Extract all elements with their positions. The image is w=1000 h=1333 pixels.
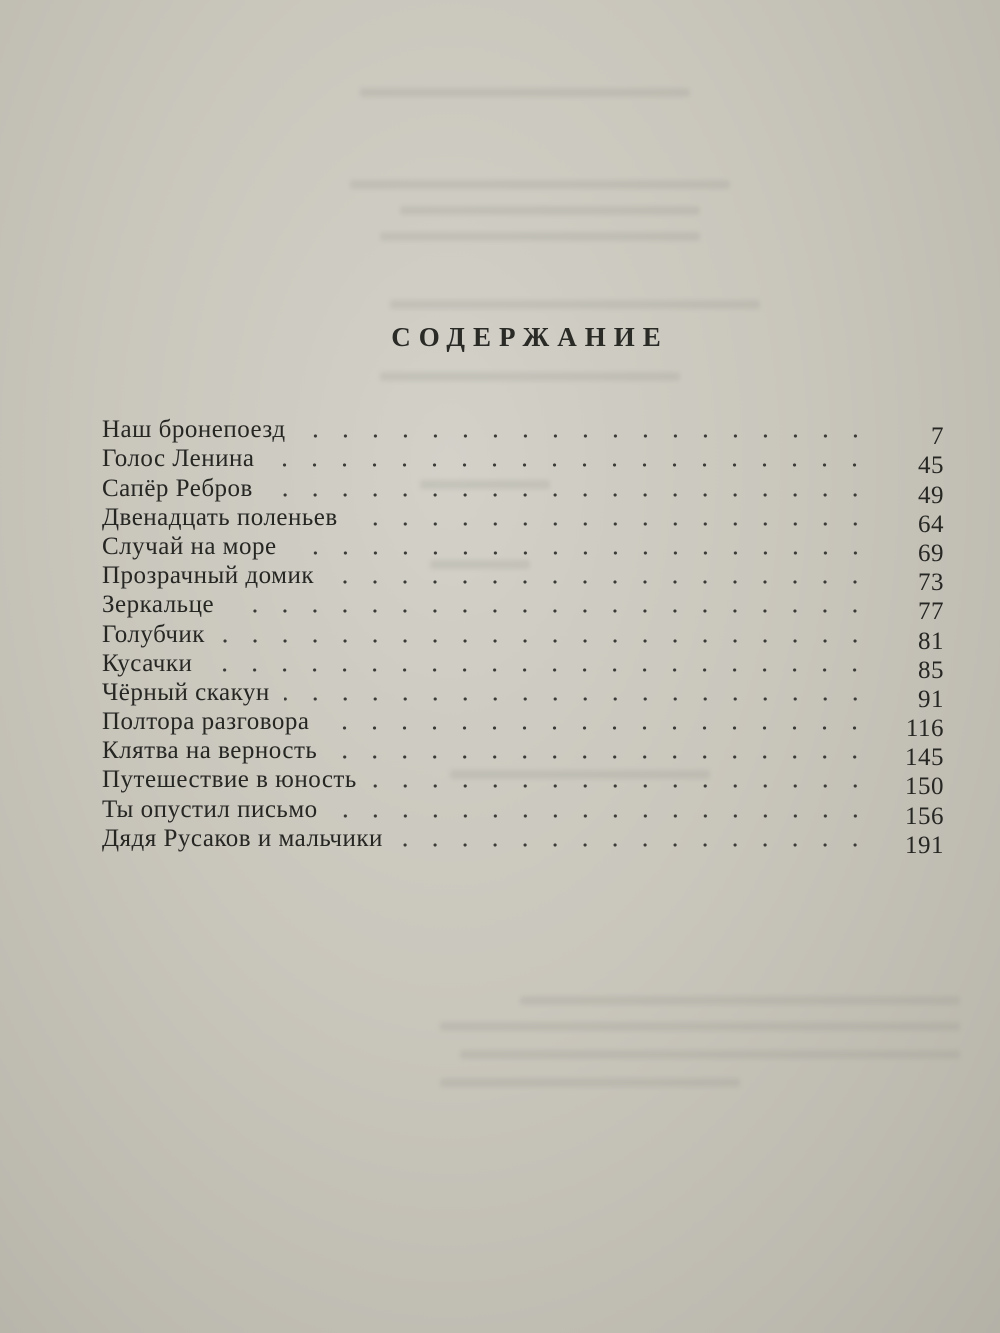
- toc-entry-page-number: 77: [918, 598, 944, 626]
- toc-entry-title: Путешествие в юность: [102, 766, 357, 794]
- dot-leader: [267, 492, 870, 498]
- toc-entry-page-number: 191: [905, 831, 944, 859]
- toc-entry-title: Дядя Русаков и мальчики: [102, 824, 383, 852]
- dot-leader: [291, 550, 870, 556]
- dot-leader: [206, 667, 870, 673]
- toc-entry: [102, 620, 944, 655]
- contents-heading: СОДЕРЖАНИЕ: [391, 322, 669, 352]
- toc-entry-page-number: 145: [905, 744, 944, 772]
- toc-entry-title: Чёрный скакун: [102, 678, 270, 706]
- dot-leader: [371, 783, 870, 789]
- toc-entry-title: Кусачки: [102, 649, 193, 677]
- dot-leader: [228, 608, 870, 614]
- toc-entry-page-number: 85: [918, 656, 944, 684]
- toc-entry: [102, 562, 944, 597]
- toc-entry-title: Прозрачный домик: [102, 562, 314, 590]
- dot-leader: [397, 842, 870, 848]
- dot-leader: [268, 462, 870, 468]
- toc-entry-title: Зеркальце: [102, 591, 215, 619]
- toc-entry-title: Голубчик: [102, 620, 205, 648]
- dot-leader: [352, 521, 870, 527]
- table-of-contents: [102, 416, 944, 860]
- toc-entry: [102, 824, 944, 860]
- toc-entry: [102, 591, 944, 626]
- dot-leader: [331, 754, 870, 760]
- dot-leader: [332, 813, 870, 819]
- toc-entry-title: Ты опустил письмо: [102, 795, 318, 823]
- toc-entry-title: Наш бронепоезд: [102, 416, 286, 444]
- toc-entry-page-number: 156: [905, 802, 944, 830]
- dot-leader: [300, 433, 870, 439]
- toc-entry-page-number: 69: [918, 539, 944, 567]
- toc-entry-page-number: 7: [931, 423, 944, 451]
- toc-entry-title: Сапёр Ребров: [102, 474, 253, 502]
- toc-entry-page-number: 150: [905, 773, 944, 801]
- toc-entry-page-number: 64: [918, 510, 944, 538]
- toc-entry-page-number: 49: [918, 481, 944, 509]
- toc-entry-page-number: 81: [918, 627, 944, 655]
- toc-entry-page-number: 73: [918, 569, 944, 597]
- dot-leader: [284, 696, 870, 702]
- toc-entry-page-number: 91: [918, 685, 944, 713]
- toc-entry-title: Полтора разговора: [102, 708, 310, 736]
- dot-leader: [328, 579, 870, 585]
- toc-entry-page-number: 45: [918, 452, 944, 480]
- dot-leader: [219, 638, 870, 644]
- toc-entry-page-number: 116: [905, 715, 944, 743]
- toc-entry-title: Клятва на верность: [102, 737, 318, 765]
- toc-entry-title: Двенадцать поленьев: [102, 503, 338, 531]
- toc-entry-title: Голос Ленина: [102, 445, 255, 473]
- toc-entry-title: Случай на море: [102, 532, 277, 560]
- dot-leader: [323, 725, 870, 731]
